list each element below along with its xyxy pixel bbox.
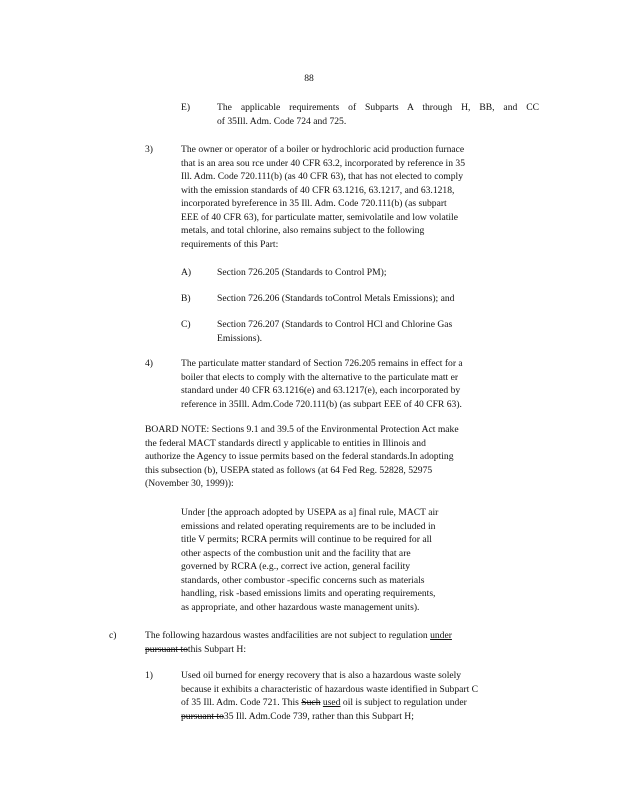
item-3c-line-1: Section 726.207 (Standards to Control HCl and Chlorine Gas xyxy=(217,319,453,330)
item-4-line-2: boiler that elects to comply with the alternative to the particulate matt er xyxy=(181,371,459,383)
item-1-line-3b: oil is subject to regulation under xyxy=(342,697,467,708)
item-4-line-1: The particulate matter standard of Section 726.205 remains in effect for a xyxy=(181,358,463,369)
quote-line-4: other aspects of the combustion unit and the facility that are xyxy=(181,547,411,559)
item-3b-text xyxy=(217,292,539,306)
item-3-line-3: Ill. Adm. Code 720.111(b) (as 40 CFR 63), that has not elected to comply xyxy=(181,171,463,182)
item-1-line-2: because it exhibits a characteristic of hazardous waste identified in Subpart C xyxy=(181,683,479,695)
item-1-deleted-pursuant-to: pursuant to xyxy=(181,710,224,722)
item-3-text xyxy=(181,143,538,251)
item-e-marker: E) xyxy=(181,102,191,113)
item-1-line-3 xyxy=(181,696,538,710)
item-3a-marker: A) xyxy=(181,267,192,278)
item-4-line-4: reference in 35Ill. Adm.Code 720.111(b) (as subpart EEE of 40 CFR 63). xyxy=(181,398,462,410)
quote-line-5: governed by RCRA (e.g., correct ive action, general facility xyxy=(181,561,411,572)
item-c-line-1 xyxy=(145,629,538,643)
item-3a-text xyxy=(217,266,539,280)
item-4-line-3: standard under 40 CFR 63.1216(e) and 63.1217(e), each incorporated by xyxy=(181,385,461,396)
item-e-text xyxy=(217,101,539,128)
item-1-deleted-such: Such xyxy=(301,697,321,708)
board-note-line-2: the federal MACT standards directl y applicable to entities in Illinois and xyxy=(145,437,426,449)
item-c-text xyxy=(145,629,538,656)
quote-line-1: Under [the approach adopted by USEPA as a] final rule, MACT air xyxy=(181,507,439,518)
quote-line-6: standards, other combustor -specific concerns such as materials xyxy=(181,574,425,586)
board-note xyxy=(145,423,538,491)
item-1-text xyxy=(181,669,538,723)
item-4-marker: 4) xyxy=(145,358,153,369)
item-1-inserted-used: used xyxy=(322,697,341,708)
board-note-line-4: this subsection (b), USEPA stated as follows (at 64 Fed Reg. 52828, 52975 xyxy=(145,464,433,476)
block-quote xyxy=(181,506,503,614)
item-4-text xyxy=(181,357,538,411)
item-3a-line-1: Section 726.205 (Standards to Control PM); xyxy=(217,267,387,278)
item-3-line-2: that is an area sou rce under 40 CFR 63.2, incorporated by reference in 35 xyxy=(181,157,465,169)
item-3-line-4: with the emission standards of 40 CFR 63.1216, 63.1217, and 63.1218, xyxy=(181,184,455,196)
item-e-line-1: The applicable requirements of Subparts A through H, BB, and CC xyxy=(217,102,539,113)
page-number: 88 xyxy=(304,73,314,84)
item-3-line-1: The owner or operator of a boiler or hydrochloric acid production furnace xyxy=(181,144,465,155)
item-3-line-8: requirements of this Part: xyxy=(181,238,279,250)
board-note-line-3: authorize the Agency to issue permits based on the federal standards.In adopting xyxy=(145,451,454,462)
board-note-line-5: (November 30, 1999)): xyxy=(145,478,234,489)
item-c-deleted-pursuant-to: pursuant to xyxy=(145,643,188,655)
item-3-line-6: EEE of 40 CFR 63), for particulate matter, semivolatile and low volatile xyxy=(181,211,458,223)
quote-line-2: emissions and related operating requirements are to be included in xyxy=(181,520,436,532)
item-c-line-1-text: The following hazardous wastes andfacilities are not subject to regulation xyxy=(145,630,428,641)
item-c-marker: c) xyxy=(109,630,117,641)
item-3-marker: 3) xyxy=(145,144,153,155)
item-3b-line-1: Section 726.206 (Standards toControl Metals Emissions); and xyxy=(217,293,455,304)
item-3-line-5: incorporated byreference in 35 Ill. Adm. Code 720.111(b) (as subpart xyxy=(181,198,447,209)
item-3-line-7: metals, and total chlorine, also remains subject to the following xyxy=(181,225,425,236)
quote-line-8: as appropriate, and other hazardous waste management units). xyxy=(181,601,420,613)
item-c-line-2-text: this Subpart H: xyxy=(187,643,247,655)
item-3b-marker: B) xyxy=(181,293,191,304)
item-e-line-2: of 35Ill. Adm. Code 724 and 725. xyxy=(217,115,347,127)
item-3c-marker: C) xyxy=(181,319,191,330)
quote-line-7: handling, risk -based emissions limits and operating requirements, xyxy=(181,588,436,599)
quote-line-3: title V permits; RCRA permits will continue to be required for all xyxy=(181,534,432,545)
board-note-line-1: BOARD NOTE: Sections 9.1 and 39.5 of the Environmental Protection Act make xyxy=(145,424,459,435)
item-1-marker: 1) xyxy=(145,670,153,681)
item-1-line-3a: of 35 Ill. Adm. Code 721. This xyxy=(181,697,299,708)
item-3c-text xyxy=(217,318,539,345)
item-c-line-2 xyxy=(145,643,538,657)
item-1-line-1: Used oil burned for energy recovery that is also a hazardous waste solely xyxy=(181,670,462,681)
item-1-line-4 xyxy=(181,710,538,724)
item-c-inserted-under: under xyxy=(430,630,452,641)
item-1-line-4-text: 35 Ill. Adm.Code 739, rather than this Subpart H; xyxy=(223,710,414,722)
item-3c-line-2: Emissions). xyxy=(217,332,263,344)
